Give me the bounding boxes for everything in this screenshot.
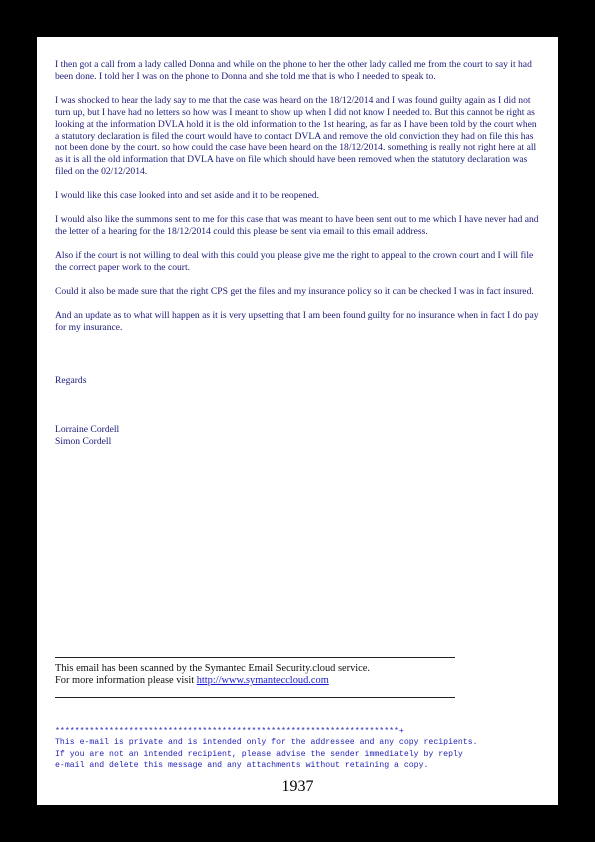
paragraph: Also if the court is not willing to deal with this could you please give me the right to appeal to the crown court and I will file the correct paper work to the court. [55,249,534,273]
disclaimer-stars: **********************************************************************+ [55,727,404,736]
page-number: 1937 [281,778,314,795]
paragraph: I then got a call from a lady called Donna and while on the phone to her the other lady called me from the court to say it had been done. I told her I was on the phone to Donna and she told me that is who I needed to speak to. [55,59,532,82]
scan-notice-prefix: For more information please visit [55,675,197,687]
disclaimer-line: e-mail and delete this message and any attachments without retaining a copy. [55,761,429,771]
signatory-name: Simon Cordell [55,435,112,447]
scan-notice-text: This email has been scanned by the Symantec Email Security.cloud service. [55,663,370,674]
signatory-name: Lorraine Cordell [55,424,120,435]
email-body [55,59,543,345]
paragraph: Could it also be made sure that the right CPS get the files and my insurance policy so it can be checked I was in fact insured. [55,285,534,297]
disclaimer-line: If you are not an intended recipient, please advise the sender immediately by reply [55,749,463,759]
paragraph: I was shocked to hear the lady say to me that the case was heard on the 18/12/2014 and I was found guilty again as I did not turn up, but I have had no letters so how was I meant to show up when I did not know I needed to. But this cannot be right as looking at the information DVLA hold it is the old information to the 1st hearing, as far as I have been told by the court when a statutory declaration is filed the court would have to contact DVLA and remove the old conviction they had on file this has not been done by the court. so how could the case have been heard on the 18/12/2014. something is really not right here at all as it is all the old information that DVLA have on file which should have been removed when the statutory declaration was filed on the 02/12/2014. [55,94,537,178]
disclaimer-line: This e-mail is private and is intended only for the addressee and any copy recipients. [55,738,478,748]
scan-notice-more [55,675,455,687]
divider [55,657,455,658]
divider [55,697,455,698]
document-page [37,37,558,805]
scan-notice [55,657,455,698]
signature-block [55,424,119,448]
disclaimer [55,726,555,772]
paragraph: And an update as to what will happen as it is very upsetting that I am been found guilty for no insurance when in fact I do pay for my insurance. [55,309,539,333]
paragraph: I would like this case looked into and set aside and it to be reopened. [55,190,320,202]
paragraph: I would also like the summons sent to me for this case that was meant to have been sent out to me which I have never had and the letter of a hearing for the 18/12/2014 could this please be sent via email to this email address. [55,214,539,237]
symantec-link[interactable]: http://www.symanteccloud.com [196,675,329,687]
closing: Regards [55,375,87,386]
